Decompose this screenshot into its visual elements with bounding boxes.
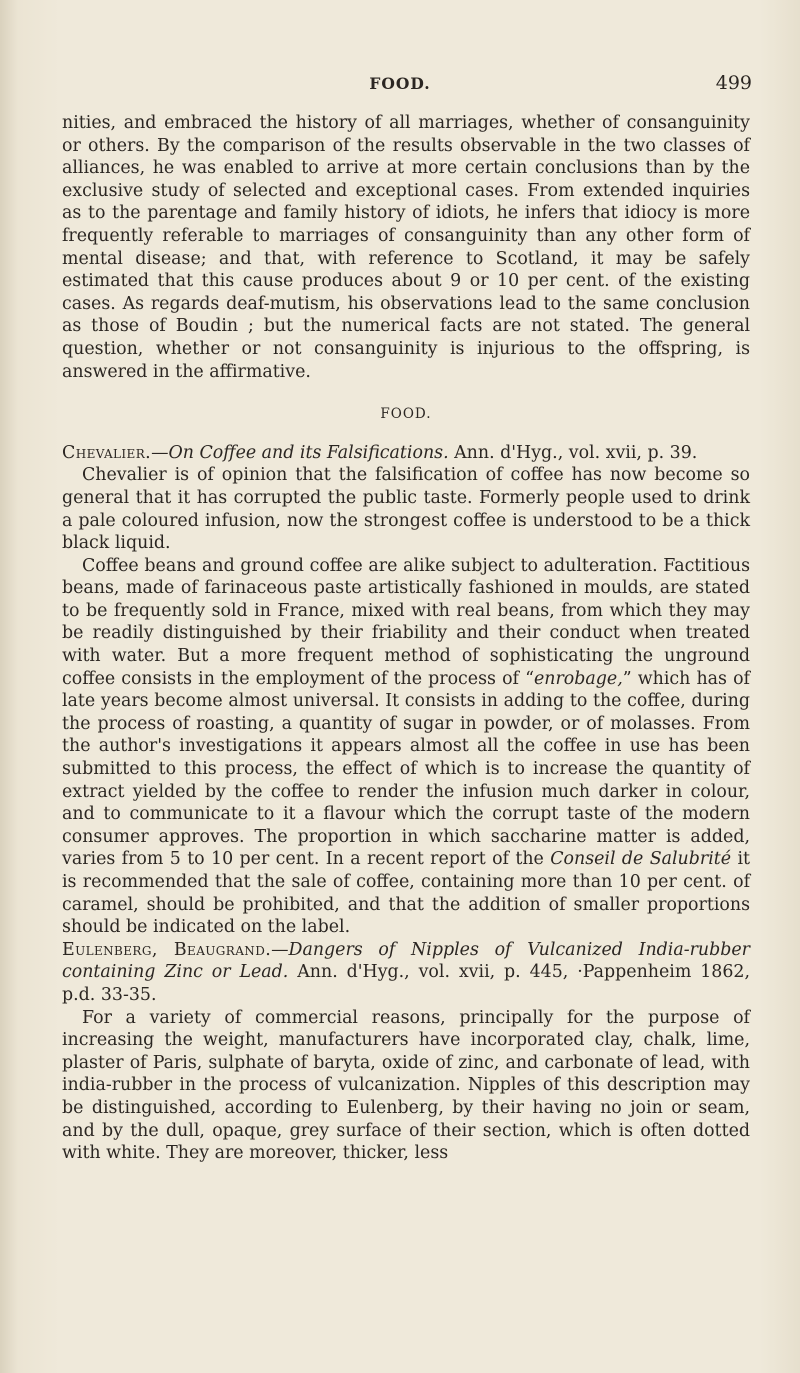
running-head: FOOD.	[369, 74, 431, 93]
entry-authors: Eulenberg, Beaugrand.	[62, 939, 272, 960]
entry-author: Chevalier.	[62, 442, 152, 463]
paragraph: Chevalier is of opinion that the falsification of coffee has now become so general that it has corrupted the public taste. Formerly people used to drink a pale coloured infusion, now the strongest coffee is understood to be a thick black liquid.	[62, 465, 750, 554]
entry-citation: Ann. d'Hyg., vol. xvii, p. 445, ·Pappenheim 1862, p.d. 33-35.	[62, 962, 750, 1005]
continued-paragraph: nities, and embraced the history of all marriages, whether of consanguinity or others. By the comparison of the results observable in the two classes of alliances, he was enabled to arrive at more certain conclusions than by the exclusive study of selected and exceptional cases. From extended inquiries as to the parentage and family history of idiots, he infers that idiocy is more frequently referable to marriages of consanguinity than any other form of mental disease; and that, with reference to Scotland, it may be safely estimated that this cause produces about 9 or 10 per cent. of the existing cases. As regards deaf-mutism, his observations lead to the same conclusion as those of Boudin ; but the numerical facts are not stated. The general question, whether or not consanguinity is injurious to the offspring, is answered in the affirmative.	[62, 113, 750, 382]
paragraph-text: it is recommended that the sale of coffee, containing more than 10 per cent. of caramel, should be prohibited, and that the addition of smaller proportions should be indicated on the label.	[62, 849, 750, 938]
page-number: 499	[715, 72, 752, 94]
entry-eulenberg-heading	[62, 939, 750, 1007]
entry-chevalier-heading	[62, 442, 750, 465]
paragraph-text: ” which has of late years become almost universal. It consists in adding to the coffee, during the process of roasting, a quantity of sugar in powder, or of molasses. From the author's investigations it appears almost all the coffee in use has been submitted to this process, the effect of which is to increase the quantity of extract yielded by the coffee to render the infusion much darker in colour, and to communicate to it a flavour which the corrupt taste of the modern consumer approves. The proportion in which saccharine matter is added, varies from 5 to 10 per cent. In a recent report of the	[62, 668, 750, 870]
term-enrobage: enrobage,	[534, 668, 623, 689]
paragraph	[62, 555, 750, 939]
entry-citation: Ann. d'Hyg., vol. xvii, p. 39.	[448, 442, 698, 463]
entry-dash: —	[151, 442, 169, 463]
term-conseil: Conseil de Salubrité	[550, 849, 732, 870]
paragraph: For a variety of commercial reasons, principally for the purpose of increasing the weight, manufacturers have incorporated clay, chalk, lime, plaster of Paris, sulphate of baryta, oxide of zinc, and carbonate of lead, with india-rubber in the process of vulcanization. Nipples of this description may be distinguished, according to Eulenberg, by their having no join or seam, and by the dull, opaque, grey surface of their section, which is often dotted with white. They are moreover, thicker, less	[62, 1007, 750, 1164]
entry-title: On Coffee and its Falsifications.	[168, 442, 449, 463]
entry-title: Dangers of Nipples of Vulcanized India-rubber containing Zinc or Lead.	[62, 939, 750, 983]
page-header	[0, 74, 800, 104]
body-text	[62, 112, 750, 1165]
entry-dash: —	[271, 939, 289, 960]
section-heading: FOOD.	[380, 406, 432, 423]
paragraph-text: Coffee beans and ground coffee are alike subject to adulteration. Factitious beans, made of farinaceous paste artistically fashioned in moulds, are stated to be frequently sold in France, mixed with real beans, from which they may be readily distinguished by their friability and their conduct when treated with water. But a more frequent method of sophisticating the unground coffee consists in the employment of the process of “	[62, 555, 750, 689]
